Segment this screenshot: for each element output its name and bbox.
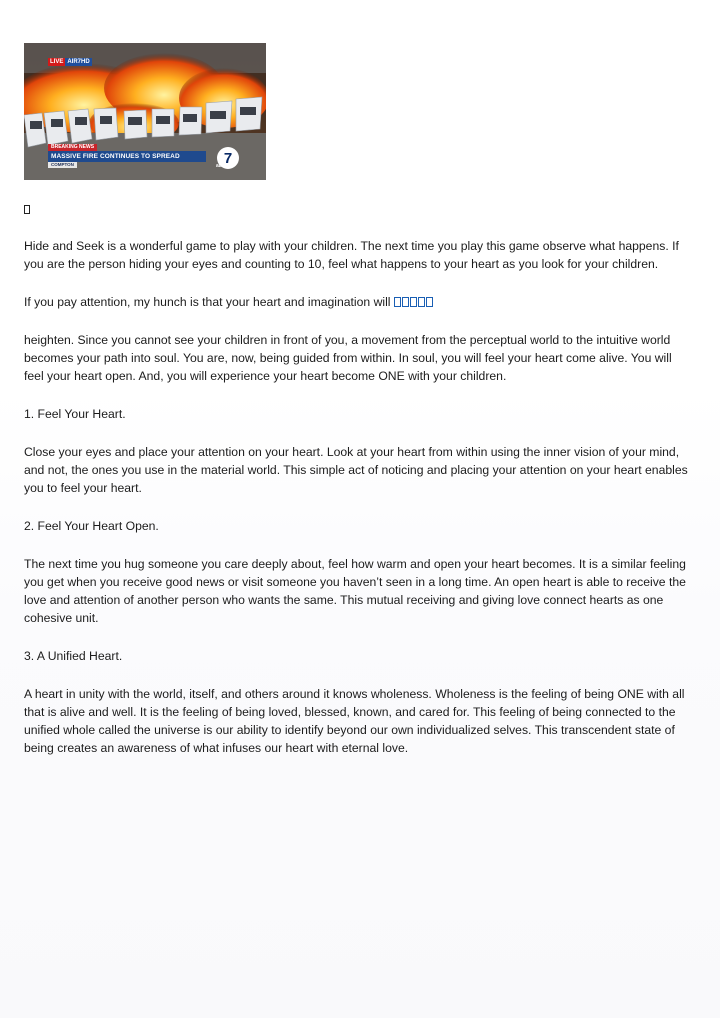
article-body <box>24 43 694 757</box>
inline-link[interactable] <box>394 295 433 309</box>
news-fire-image <box>24 43 266 180</box>
live-label: LIVE <box>50 59 64 65</box>
breaking-news-label: BREAKING NEWS <box>48 144 97 151</box>
missing-glyphs-link-icon <box>394 297 433 307</box>
heighten-paragraph: heighten. Since you cannot see your children in front of you, a movement from the perceptual world to the intuitive world becomes your path into soul. You are, now, being guided from within. In soul, you will feel your heart come alive. You will feel your heart open. And, you will experience your heart become ONE with your children. <box>24 333 672 383</box>
step3-title: 3. A Unified Heart. <box>24 649 123 663</box>
hunch-text: If you pay attention, my hunch is that your heart and imagination will <box>24 295 394 309</box>
station-logo: 7 <box>217 147 239 169</box>
hunch-paragraph <box>24 293 694 311</box>
step1-body: Close your eyes and place your attention on your heart. Look at your heart from within using the inner vision of your mind, and not, the ones you use in the material world. This simple act of noticing and placing your attention on your heart enables you to feel your heart. <box>24 445 688 495</box>
step2-body: The next time you hug someone you care deeply about, feel how warm and open your heart becomes. It is a similar feeling you get when you receive good news or visit someone you haven’t seen in a long time. An open heart is able to receive the love and attention of another person who wants the same. This mutual receiving and giving love connect hearts as one cohesive unit. <box>24 557 686 625</box>
missing-glyph-icon <box>24 205 30 214</box>
step2-title: 2. Feel Your Heart Open. <box>24 519 159 533</box>
intro-paragraph: Hide and Seek is a wonderful game to play with your children. The next time you play this game observe what happens. If you are the person hiding your eyes and counting to 10, feel what happens to your heart as you look for your children. <box>24 239 679 271</box>
step3-body: A heart in unity with the world, itself, and others around it knows wholeness. Wholeness is the feeling of being ONE with all that is alive and well. It is the feeling of being loved, blessed, known, and cared for. This feeling of being connected to the unified whole called the universe is our ability to identify beyond our own individualized selves. This transcendent state of being creates an awareness of what infuses our heart with eternal love. <box>24 687 685 755</box>
station-brand: abc <box>216 163 225 169</box>
step1-title: 1. Feel Your Heart. <box>24 407 126 421</box>
channel-label: AIR7HD <box>67 59 90 65</box>
news-headline: MASSIVE FIRE CONTINUES TO SPREAD <box>48 151 206 162</box>
live-badge <box>48 58 92 66</box>
news-location: COMPTON <box>48 162 77 168</box>
